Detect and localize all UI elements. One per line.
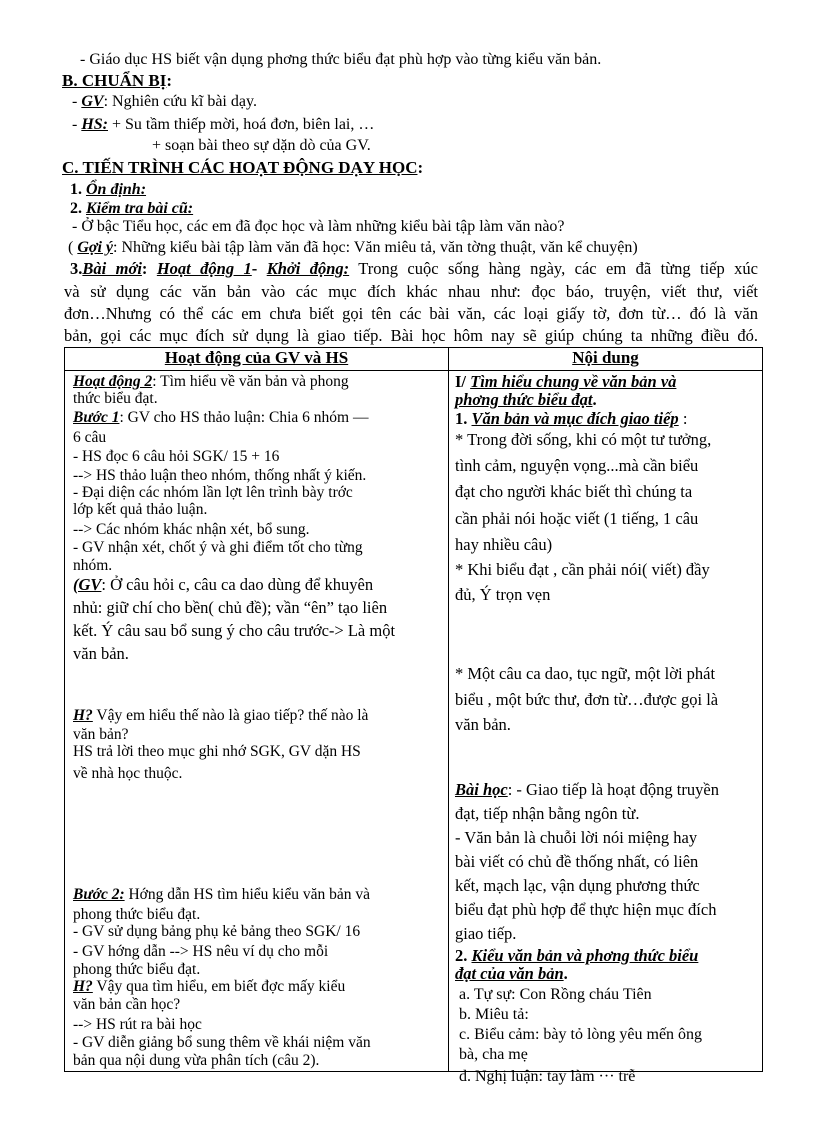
type-b: b. Miêu tả: [459,1006,529,1023]
gv-note-4: văn bản. [73,644,129,663]
question-1: H? Vậy em hiểu thế nào là giao tiếp? thế nào là [73,707,369,724]
question-2: H? Vậy qua tìm hiểu, em biết đợc mấy kiểu [73,978,346,995]
subsection-2-title: 2. Kiểu văn bản và phơng thức biểu [455,946,699,965]
lead-line-2: và sử dụng các văn bản vào các mục đích khác nhau như: đọc báo, truyện, viết thư, viết [64,282,758,301]
lesson-summary: Bài học: - Giao tiếp là hoạt động truyền [455,780,719,799]
type-a: a. Tự sự: Con Rồng cháu Tiên [459,986,652,1003]
lead-line-3: đơn…Nhưng có thể các em chưa biết gọi tên các bài văn, các loại giấy tờ, đơn từ… đó là văn [64,304,758,323]
header-activities: Hoạt động của GV và HS [65,348,449,371]
content-p1: * Trong đời sống, khi có một tư tưởng, [455,430,712,449]
type-c: c. Biểu cảm: bày tỏ lòng yêu mến ông [459,1026,703,1043]
act-line-7: nhóm. [73,557,113,574]
prep-hs-line-2: + soạn bài theo sự dặn dò của GV. [152,137,371,154]
method-line-4: --> HS rút ra bài học [73,1016,202,1033]
method-line-6: bản qua nội dung vừa phân tích (câu 2). [73,1052,320,1069]
content-p2: tình cảm, nguyện vọng...mà cần biểu [455,456,699,475]
activities-cell [65,371,449,1072]
act-line-2: --> HS thảo luận theo nhóm, thống nhất ý kiến. [73,467,367,484]
content-p7: đủ, Ý trọn vẹn [455,585,551,604]
gv-note-2: nhủ: giữ chí cho bền( chủ đề); vần “ên” tạo liên [73,598,388,617]
act-line-1: - HS đọc 6 câu hỏi SGK/ 15 + 16 [73,448,280,465]
subsection-2-title-2: đạt của văn bản. [455,964,568,983]
gv-note-3: kết. Ý câu sau bổ sung ý cho câu trước-> Là một [73,621,396,640]
step2-line: Bước 2: Hớng dẫn HS tìm hiểu kiểu văn bản và [73,886,370,903]
gv-note-1: (GV: Ở câu hỏi c, câu ca dao dùng để khuyên [73,575,374,594]
content-p3: đạt cho người khác biết thì chúng ta [455,482,693,501]
review-question: - Ở bậc Tiểu học, các em đã đọc học và làm những kiểu bài tập làm văn nào? [72,218,565,235]
act-line-6: - GV nhận xét, chốt ý và ghi điểm tốt cho từng [73,539,363,556]
prep-gv-line: - GV: Nghiên cứu kĩ bài dạy. [72,93,257,110]
item-kiem-tra: 2. Kiểm tra bài cũ: [70,200,194,217]
method-line-1: - GV sử dụng bảng phụ kẻ bảng theo SGK/ 16 [73,923,361,940]
step1-line-2: 6 câu [73,429,107,446]
lesson-line-4: bài viết có chủ đề thống nhất, có liên [455,852,699,871]
section-b-heading: B. CHUẨN BỊ: [62,71,173,90]
lesson-line-7: giao tiếp. [455,924,517,943]
content-p8: * Một câu ca dao, tục ngữ, một lời phát [455,664,716,683]
hd2-line: Hoạt động 2: Tìm hiểu về văn bản và phong [73,373,349,390]
section-c-heading: C. TIẾN TRÌNH CÁC HOẠT ĐỘNG DẠY HỌC: [62,158,424,177]
act-line-3: - Đại diện các nhóm lần lợt lên trình bày trớc [73,484,353,501]
lead-line-4: bản, gọi các mục đích sử dụng là giao tiếp. Bài học hôm nay sẽ giúp chúng ta những điều đó. [64,326,758,345]
subsection-1-title: 1. Văn bản và mục đích giao tiếp : [455,409,688,428]
lesson-table [64,347,763,1085]
question-1-line-4: về nhà học thuộc. [73,765,183,782]
content-p9: biểu , một bức thư, đơn từ…được gọi là [455,690,719,709]
header-content: Nội dung [449,348,763,371]
step1-line: Bước 1: GV cho HS thảo luận: Chia 6 nhóm — [73,409,369,426]
content-p5: hay nhiều câu) [455,535,553,554]
question-2-line-2: văn bản cần học? [73,996,181,1013]
act-line-5: --> Các nhóm khác nhận xét, bổ sung. [73,521,310,538]
content-p6: * Khi biểu đạt , cần phải nói( viết) đầy [455,560,710,579]
lesson-line-5: kết, mạch lạc, vận dụng phương thức [455,876,700,895]
item-on-dinh: 1. Ổn định: [70,181,147,198]
lesson-line-3: - Văn bản là chuỗi lời nói miệng hay [455,828,698,847]
method-line-5: - GV diễn giảng bổ sung thêm về khái niệm văn [73,1034,371,1051]
type-d: d. Nghị luận: tay làm ··· trễ [459,1068,636,1085]
objective-line: - Giáo dục HS biết vận dụng phơng thức biểu đạt phù hợp vào từng kiểu văn bản. [80,51,602,68]
act-line-4: lớp kết quả thảo luận. [73,501,208,518]
question-1-line-2: văn bản? [73,726,129,743]
lesson-line-2: đạt, tiếp nhận bằng ngôn từ. [455,804,640,823]
hd2-line-2: thức biểu đạt. [73,390,158,407]
type-c-line-2: bà, cha mẹ [459,1046,528,1063]
step2-line-2: phong thức biểu đạt. [73,906,201,923]
question-1-line-3: HS trả lời theo mục ghi nhớ SGK, GV dặn HS [73,743,361,760]
section-i-title: I/ Tìm hiểu chung về văn bản và [455,372,677,391]
lead-line-1: 3.Bài mới: Hoạt động 1- Khởi động: Trong cuộc sống hàng ngày, các em đã từng tiếp xúc [70,259,758,278]
method-line-2: - GV hớng dẫn --> HS nêu ví dụ cho mỗi [73,943,329,960]
prep-hs-line: - HS: + Su tầm thiếp mời, hoá đơn, biên lai, … [72,116,375,133]
hint-line: ( Gợi ý: Những kiểu bài tập làm văn đã học: Văn miêu tả, văn tờng thuật, văn kể chuyện) [68,239,638,256]
content-cell [449,371,763,1085]
content-p10: văn bản. [455,715,511,734]
section-i-title-2: phơng thức biểu đạt. [455,390,597,409]
lesson-line-6: biểu đạt phù hợp để thực hiện mục đích [455,900,717,919]
content-p4: cần phải nói hoặc viết (1 tiếng, 1 câu [455,509,699,528]
method-line-3: phong thức biểu đạt. [73,961,201,978]
